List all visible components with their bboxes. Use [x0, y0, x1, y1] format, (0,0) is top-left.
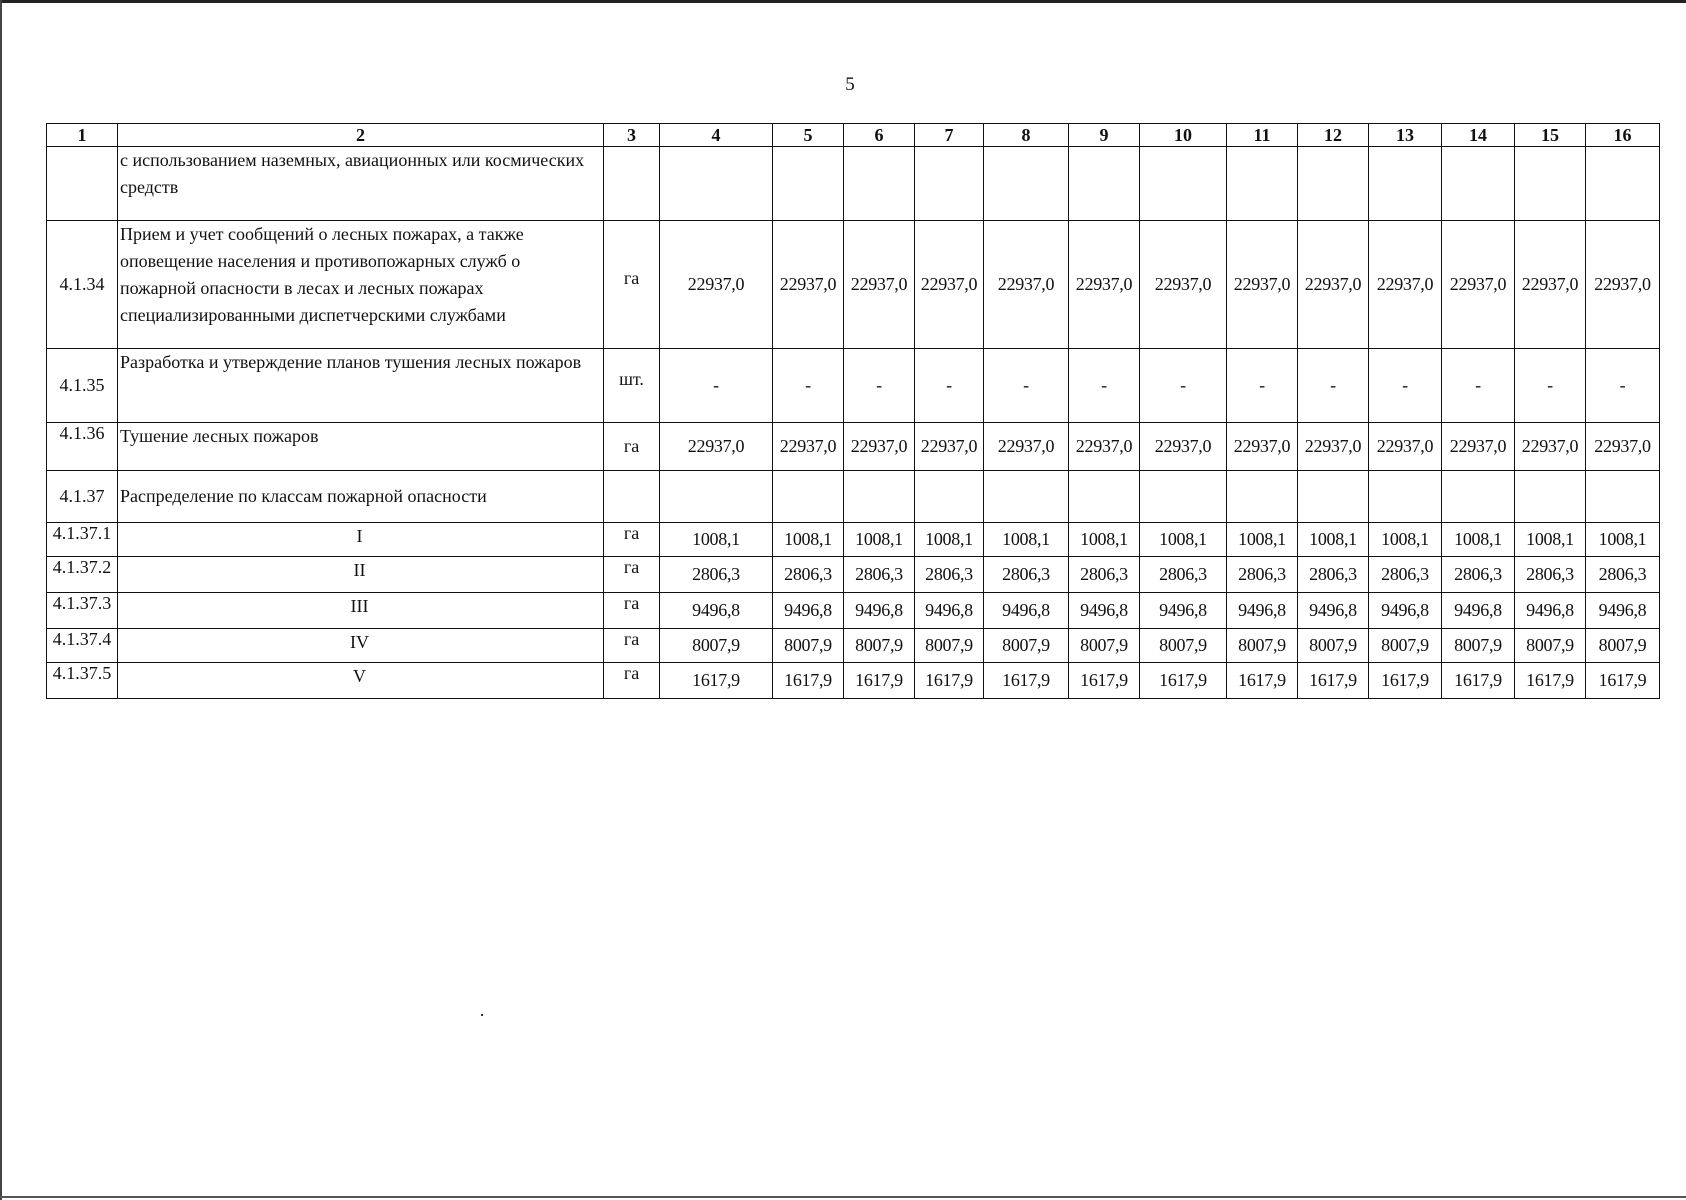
- header-cell-1: 1: [47, 124, 118, 147]
- row-value-cell-col-10: 22937,0: [1140, 423, 1227, 471]
- row-value-cell-col-6: 1008,1: [844, 523, 915, 557]
- row-value-cell-col-10: 1617,9: [1140, 663, 1227, 699]
- header-cell-7: 7: [915, 124, 984, 147]
- scan-top-border: [0, 0, 1686, 3]
- row-unit-label: га: [623, 663, 640, 683]
- row-value-cell-col-7: 2806,3: [915, 557, 984, 593]
- row-unit-cell: [604, 349, 660, 423]
- row-unit-cell: [604, 593, 660, 629]
- row-code-cell: 4.1.37.4: [47, 629, 118, 663]
- row-value-cell-col-7: 9496,8: [915, 593, 984, 629]
- row-value-cell-col-15: 1008,1: [1515, 523, 1586, 557]
- row-value-cell-col-12: 9496,8: [1298, 593, 1369, 629]
- header-cell-15: 15: [1515, 124, 1586, 147]
- row-value-cell-col-5: 8007,9: [773, 629, 844, 663]
- table-row: [47, 147, 1660, 221]
- row-value-cell-col-12: 22937,0: [1298, 221, 1369, 349]
- row-unit-label: га: [623, 436, 640, 457]
- table-row: [47, 423, 1660, 471]
- header-cell-14: 14: [1442, 124, 1515, 147]
- row-value-cell-col-14: [1442, 471, 1515, 523]
- row-value-cell-col-4: [660, 147, 773, 221]
- row-value-cell-col-13: 22937,0: [1369, 221, 1442, 349]
- row-unit-label: шт.: [619, 369, 644, 390]
- row-value-cell-col-6: 9496,8: [844, 593, 915, 629]
- row-value-cell-col-11: 2806,3: [1227, 557, 1298, 593]
- row-value-cell-col-11: 9496,8: [1227, 593, 1298, 629]
- row-value-cell-col-11: [1227, 147, 1298, 221]
- row-value-cell-col-7: 1617,9: [915, 663, 984, 699]
- table-body: [47, 124, 1660, 699]
- row-value-cell-col-9: [1069, 147, 1140, 221]
- row-value-cell-col-12: 2806,3: [1298, 557, 1369, 593]
- row-value-cell-col-11: 1617,9: [1227, 663, 1298, 699]
- row-unit-label: га: [623, 523, 640, 543]
- row-value-cell-col-7: 22937,0: [915, 423, 984, 471]
- row-value-cell-col-14: [1442, 147, 1515, 221]
- row-value-cell-col-5: 9496,8: [773, 593, 844, 629]
- header-cell-12: 12: [1298, 124, 1369, 147]
- row-value-cell-col-6: 22937,0: [844, 423, 915, 471]
- row-value-cell-col-16: 1617,9: [1586, 663, 1660, 699]
- row-value-cell-col-6: [844, 147, 915, 221]
- row-value-cell-col-11: 8007,9: [1227, 629, 1298, 663]
- row-value-cell-col-16: 9496,8: [1586, 593, 1660, 629]
- row-code-cell: 4.1.36: [47, 423, 118, 471]
- row-value-cell-col-5: 22937,0: [773, 423, 844, 471]
- row-value-cell-col-5: 2806,3: [773, 557, 844, 593]
- row-value-cell-col-4: 2806,3: [660, 557, 773, 593]
- table-row: [47, 471, 1660, 523]
- row-name-cell: III: [118, 593, 604, 629]
- row-value-cell-col-4: 1617,9: [660, 663, 773, 699]
- row-name-cell: I: [118, 523, 604, 557]
- row-value-cell-col-12: [1298, 147, 1369, 221]
- row-value-cell-col-8: 8007,9: [984, 629, 1069, 663]
- row-value-cell-col-9: 22937,0: [1069, 423, 1140, 471]
- row-value-cell-col-13: [1369, 147, 1442, 221]
- row-value-cell-col-5: 1008,1: [773, 523, 844, 557]
- header-cell-3: 3: [604, 124, 660, 147]
- row-value-cell-col-12: 22937,0: [1298, 423, 1369, 471]
- row-value-cell-col-9: 22937,0: [1069, 221, 1140, 349]
- table-row: [47, 523, 1660, 557]
- row-value-cell-col-8: -: [984, 349, 1069, 423]
- row-value-cell-col-15: 9496,8: [1515, 593, 1586, 629]
- row-value-cell-col-6: 1617,9: [844, 663, 915, 699]
- header-cell-16: 16: [1586, 124, 1660, 147]
- row-value-cell-col-16: 22937,0: [1586, 423, 1660, 471]
- row-value-cell-col-15: 22937,0: [1515, 423, 1586, 471]
- row-value-cell-col-6: [844, 471, 915, 523]
- row-value-cell-col-12: [1298, 471, 1369, 523]
- row-value-cell-col-11: 22937,0: [1227, 221, 1298, 349]
- row-value-cell-col-6: 2806,3: [844, 557, 915, 593]
- row-name-cell: V: [118, 663, 604, 699]
- row-value-cell-col-13: -: [1369, 349, 1442, 423]
- row-value-cell-col-14: 1008,1: [1442, 523, 1515, 557]
- row-value-cell-col-7: [915, 471, 984, 523]
- row-name-cell: с использованием наземных, авиационных или космических средств: [118, 147, 604, 221]
- row-name-cell: Тушение лесных пожаров: [118, 423, 604, 471]
- row-value-cell-col-9: -: [1069, 349, 1140, 423]
- table-row: [47, 557, 1660, 593]
- row-code-cell: 4.1.34: [47, 221, 118, 349]
- row-value-cell-col-5: 1617,9: [773, 663, 844, 699]
- row-unit-cell: [604, 423, 660, 471]
- header-cell-2: 2: [118, 124, 604, 147]
- row-code-cell: 4.1.37: [47, 471, 118, 523]
- row-value-cell-col-4: [660, 471, 773, 523]
- row-value-cell-col-15: 22937,0: [1515, 221, 1586, 349]
- table-row: [47, 349, 1660, 423]
- row-value-cell-col-16: [1586, 147, 1660, 221]
- row-code-cell: [47, 147, 118, 221]
- row-value-cell-col-5: 22937,0: [773, 221, 844, 349]
- row-unit-cell: [604, 523, 660, 557]
- header-cell-8: 8: [984, 124, 1069, 147]
- row-value-cell-col-13: 1617,9: [1369, 663, 1442, 699]
- row-code-cell: 4.1.37.3: [47, 593, 118, 629]
- row-value-cell-col-12: -: [1298, 349, 1369, 423]
- row-value-cell-col-11: [1227, 471, 1298, 523]
- row-name-cell: Распределение по классам пожарной опасности: [118, 471, 604, 523]
- row-value-cell-col-4: 1008,1: [660, 523, 773, 557]
- row-unit-label: га: [623, 268, 640, 289]
- row-value-cell-col-14: 22937,0: [1442, 423, 1515, 471]
- row-value-cell-col-16: [1586, 471, 1660, 523]
- row-value-cell-col-15: 2806,3: [1515, 557, 1586, 593]
- row-value-cell-col-4: 22937,0: [660, 423, 773, 471]
- row-value-cell-col-15: [1515, 471, 1586, 523]
- row-value-cell-col-11: -: [1227, 349, 1298, 423]
- row-value-cell-col-5: [773, 147, 844, 221]
- row-value-cell-col-14: 22937,0: [1442, 221, 1515, 349]
- table-header-row: [47, 124, 1660, 147]
- row-value-cell-col-7: [915, 147, 984, 221]
- row-value-cell-col-9: 1617,9: [1069, 663, 1140, 699]
- row-value-cell-col-8: 9496,8: [984, 593, 1069, 629]
- row-value-cell-col-10: -: [1140, 349, 1227, 423]
- header-cell-6: 6: [844, 124, 915, 147]
- row-value-cell-col-9: 9496,8: [1069, 593, 1140, 629]
- row-value-cell-col-13: 9496,8: [1369, 593, 1442, 629]
- row-value-cell-col-9: 1008,1: [1069, 523, 1140, 557]
- row-value-cell-col-8: [984, 147, 1069, 221]
- row-code-cell: 4.1.37.2: [47, 557, 118, 593]
- row-value-cell-col-13: [1369, 471, 1442, 523]
- row-value-cell-col-11: 22937,0: [1227, 423, 1298, 471]
- row-unit-label: га: [623, 557, 640, 577]
- row-value-cell-col-13: 8007,9: [1369, 629, 1442, 663]
- header-cell-5: 5: [773, 124, 844, 147]
- row-value-cell-col-4: 22937,0: [660, 221, 773, 349]
- row-value-cell-col-5: [773, 471, 844, 523]
- row-value-cell-col-10: 9496,8: [1140, 593, 1227, 629]
- row-value-cell-col-13: 22937,0: [1369, 423, 1442, 471]
- header-cell-10: 10: [1140, 124, 1227, 147]
- row-name-cell: IV: [118, 629, 604, 663]
- row-value-cell-col-15: 1617,9: [1515, 663, 1586, 699]
- row-value-cell-col-6: -: [844, 349, 915, 423]
- row-unit-cell: [604, 557, 660, 593]
- row-value-cell-col-4: 8007,9: [660, 629, 773, 663]
- header-cell-11: 11: [1227, 124, 1298, 147]
- scan-left-border: [0, 0, 2, 1200]
- row-value-cell-col-7: 22937,0: [915, 221, 984, 349]
- row-value-cell-col-16: -: [1586, 349, 1660, 423]
- row-name-cell: Прием и учет сообщений о лесных пожарах, а также оповещение населения и противопожарных служб о пожарной опасности в лесах и лесных пожарах специализированными диспетчерскими службами: [118, 221, 604, 349]
- row-value-cell-col-8: 1008,1: [984, 523, 1069, 557]
- table-row: [47, 629, 1660, 663]
- row-value-cell-col-10: 2806,3: [1140, 557, 1227, 593]
- row-name-cell: Разработка и утверждение планов тушения лесных пожаров: [118, 349, 604, 423]
- row-value-cell-col-9: 2806,3: [1069, 557, 1140, 593]
- row-value-cell-col-6: 22937,0: [844, 221, 915, 349]
- row-value-cell-col-14: 8007,9: [1442, 629, 1515, 663]
- row-value-cell-col-12: 1008,1: [1298, 523, 1369, 557]
- row-value-cell-col-7: 8007,9: [915, 629, 984, 663]
- row-value-cell-col-15: 8007,9: [1515, 629, 1586, 663]
- row-value-cell-col-9: 8007,9: [1069, 629, 1140, 663]
- row-value-cell-col-10: 22937,0: [1140, 221, 1227, 349]
- row-unit-cell: [604, 147, 660, 221]
- header-cell-4: 4: [660, 124, 773, 147]
- row-value-cell-col-8: 22937,0: [984, 221, 1069, 349]
- row-value-cell-col-4: -: [660, 349, 773, 423]
- row-value-cell-col-15: -: [1515, 349, 1586, 423]
- row-value-cell-col-7: -: [915, 349, 984, 423]
- table-row: [47, 593, 1660, 629]
- row-value-cell-col-10: 1008,1: [1140, 523, 1227, 557]
- row-code-cell: 4.1.35: [47, 349, 118, 423]
- row-value-cell-col-16: 8007,9: [1586, 629, 1660, 663]
- row-value-cell-col-7: 1008,1: [915, 523, 984, 557]
- row-value-cell-col-13: 2806,3: [1369, 557, 1442, 593]
- row-value-cell-col-14: 1617,9: [1442, 663, 1515, 699]
- scan-bottom-border: [0, 1196, 1686, 1198]
- row-unit-cell: [604, 629, 660, 663]
- row-code-cell: 4.1.37.5: [47, 663, 118, 699]
- row-code-cell: 4.1.37.1: [47, 523, 118, 557]
- data-table: [46, 123, 1660, 699]
- page-number: 5: [845, 74, 855, 95]
- table-row: [47, 221, 1660, 349]
- row-unit-cell: [604, 221, 660, 349]
- row-unit-label: га: [623, 629, 640, 649]
- row-value-cell-col-10: [1140, 471, 1227, 523]
- header-cell-13: 13: [1369, 124, 1442, 147]
- row-value-cell-col-13: 1008,1: [1369, 523, 1442, 557]
- row-value-cell-col-10: [1140, 147, 1227, 221]
- row-unit-cell: [604, 663, 660, 699]
- scan-speck: [481, 1014, 483, 1016]
- row-value-cell-col-15: [1515, 147, 1586, 221]
- header-cell-9: 9: [1069, 124, 1140, 147]
- table-row: [47, 663, 1660, 699]
- row-value-cell-col-16: 1008,1: [1586, 523, 1660, 557]
- row-value-cell-col-9: [1069, 471, 1140, 523]
- row-value-cell-col-4: 9496,8: [660, 593, 773, 629]
- row-name-cell: II: [118, 557, 604, 593]
- row-value-cell-col-8: 22937,0: [984, 423, 1069, 471]
- row-value-cell-col-8: 1617,9: [984, 663, 1069, 699]
- row-value-cell-col-12: 8007,9: [1298, 629, 1369, 663]
- row-value-cell-col-8: 2806,3: [984, 557, 1069, 593]
- row-unit-label: га: [623, 593, 640, 613]
- row-value-cell-col-16: 2806,3: [1586, 557, 1660, 593]
- row-value-cell-col-14: 9496,8: [1442, 593, 1515, 629]
- row-value-cell-col-12: 1617,9: [1298, 663, 1369, 699]
- row-value-cell-col-16: 22937,0: [1586, 221, 1660, 349]
- row-value-cell-col-14: -: [1442, 349, 1515, 423]
- row-value-cell-col-8: [984, 471, 1069, 523]
- row-value-cell-col-6: 8007,9: [844, 629, 915, 663]
- row-value-cell-col-10: 8007,9: [1140, 629, 1227, 663]
- row-value-cell-col-14: 2806,3: [1442, 557, 1515, 593]
- row-value-cell-col-11: 1008,1: [1227, 523, 1298, 557]
- row-unit-cell: [604, 471, 660, 523]
- row-value-cell-col-5: -: [773, 349, 844, 423]
